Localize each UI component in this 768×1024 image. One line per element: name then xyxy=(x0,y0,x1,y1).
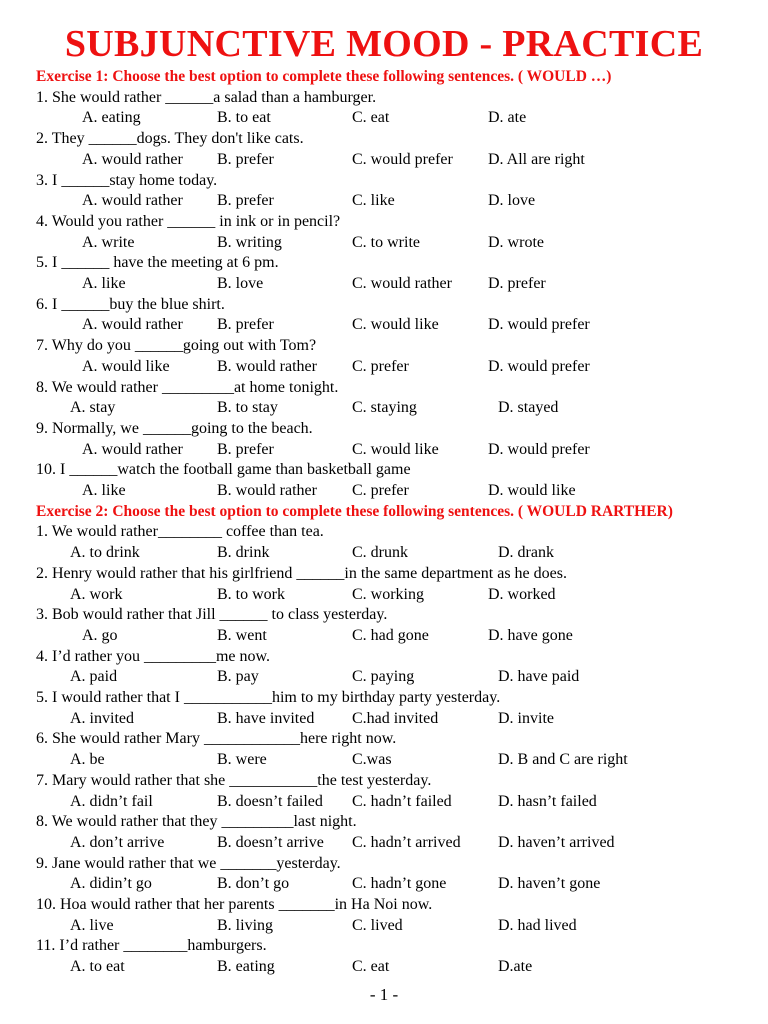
answer-options-row xyxy=(0,192,768,212)
question-text: 6. She would rather Mary ____________here right now. xyxy=(36,730,397,748)
answer-option: A. would rather xyxy=(82,192,183,210)
answer-option: D. would prefer xyxy=(488,316,590,334)
answer-option: A. like xyxy=(82,275,126,292)
question-text: 7. Why do you ______going out with Tom? xyxy=(36,337,317,355)
answer-option: C. eat xyxy=(352,958,390,976)
question-text: 5. I would rather that I ___________him to my birthday party yesterday. xyxy=(36,689,501,706)
answer-options-row xyxy=(0,109,768,129)
answer-option: B. eating xyxy=(217,958,275,976)
answer-option: D. would like xyxy=(488,482,576,499)
answer-options-row xyxy=(0,399,768,419)
answer-option: D. would prefer xyxy=(488,440,590,458)
answer-option: C. had gone xyxy=(352,626,429,644)
answer-options-row xyxy=(0,316,768,336)
answer-option: B. don’t go xyxy=(217,875,290,893)
answer-option: D. have paid xyxy=(498,668,580,686)
answer-option: C. working xyxy=(352,585,424,603)
page-number: - 1 - xyxy=(369,985,399,1004)
answer-options-row xyxy=(0,234,768,254)
answer-options-row xyxy=(0,544,768,564)
answer-options-row xyxy=(0,751,768,771)
answer-option: D. prefer xyxy=(488,275,546,292)
answer-option: B. to stay xyxy=(217,399,278,417)
answer-option: A. would rather xyxy=(82,316,183,334)
answer-option: A. be xyxy=(70,751,105,769)
answer-option: C. would prefer xyxy=(352,150,453,168)
answer-options-row xyxy=(0,275,768,295)
answer-option: D. invite xyxy=(498,709,554,727)
answer-option: B. prefer xyxy=(217,192,274,210)
question-text: 1. She would rather ______a salad than a hamburger. xyxy=(36,88,377,106)
question-text: 1. We would rather________ coffee than tea. xyxy=(36,523,324,541)
answer-option: A. would rather xyxy=(82,150,183,168)
answer-option: D. All are right xyxy=(488,150,585,168)
exercise-heading: Exercise 1: Choose the best option to complete these following sentences. ( WOULD …) xyxy=(36,68,612,85)
question-text: 2. They ______dogs. They don't like cats. xyxy=(36,130,304,148)
answer-option: D. hasn’t failed xyxy=(498,792,597,810)
answer-option: A. eating xyxy=(82,109,141,127)
answer-options-row xyxy=(0,627,768,647)
question-text: 8. We would rather that they _________last night. xyxy=(36,813,357,831)
answer-option: D. have gone xyxy=(488,626,573,644)
answer-option: D.ate xyxy=(498,958,533,976)
answer-option: C. would rather xyxy=(352,275,452,292)
answer-option: B. prefer xyxy=(217,150,274,168)
answer-option: A. would rather xyxy=(82,440,183,458)
answer-option: B. have invited xyxy=(217,709,315,727)
question-text: 6. I ______buy the blue shirt. xyxy=(36,295,225,313)
answer-option: C. would like xyxy=(352,316,439,334)
answer-option: C. would like xyxy=(352,440,439,458)
answer-option: D. stayed xyxy=(498,399,559,417)
answer-options-row xyxy=(0,482,768,502)
answer-option: B. doesn’t failed xyxy=(217,792,323,810)
answer-option: C. hadn’t gone xyxy=(352,875,447,893)
answer-options-row xyxy=(0,834,768,854)
question-text: 9. Jane would rather that we _______yesterday. xyxy=(36,854,341,872)
answer-option: D. worked xyxy=(488,585,556,603)
answer-option: D. love xyxy=(488,192,536,210)
answer-option: C. hadn’t failed xyxy=(352,792,452,810)
answer-option: A. didn’t fail xyxy=(70,792,153,810)
answer-options-row xyxy=(0,958,768,978)
answer-option: B. prefer xyxy=(217,440,274,458)
answer-option: A. don’t arrive xyxy=(70,833,165,851)
question-text: 3. I ______stay home today. xyxy=(36,171,218,189)
question-text: 2. Henry would rather that his girlfriend ______in the same department as he does. xyxy=(36,564,567,582)
page-title: SUBJUNCTIVE MOOD - PRACTICE xyxy=(64,23,704,65)
answer-option: A. to eat xyxy=(70,958,125,976)
answer-option: A. didin’t go xyxy=(70,875,152,893)
exercise-heading: Exercise 2: Choose the best option to complete these following sentences. ( WOULD RARTHER) xyxy=(36,502,673,520)
answer-option: B. to eat xyxy=(217,109,271,127)
answer-options-row xyxy=(0,586,768,606)
answer-option: C. prefer xyxy=(352,482,409,499)
answer-option: B. prefer xyxy=(217,316,274,334)
answer-option: B. would rather xyxy=(217,357,317,375)
answer-option: D. had lived xyxy=(498,916,577,934)
answer-options-row xyxy=(0,875,768,895)
answer-option: A. paid xyxy=(70,668,118,686)
question-text: 10. I ______watch the football game than basketball game xyxy=(36,461,411,479)
answer-option: A. write xyxy=(82,233,135,251)
answer-option: B. love xyxy=(217,275,264,292)
answer-option: B. living xyxy=(217,916,274,934)
question-text: 11. I’d rather ________hamburgers. xyxy=(36,937,267,955)
answer-option: B. writing xyxy=(217,233,282,251)
answer-option: B. went xyxy=(217,626,267,644)
answer-option: D. would prefer xyxy=(488,357,590,375)
answer-options-row xyxy=(0,917,768,937)
answer-options-row xyxy=(0,668,768,688)
answer-option: B. pay xyxy=(217,668,259,686)
answer-option: A. live xyxy=(70,916,114,934)
answer-option: C. lived xyxy=(352,916,403,934)
answer-option: C.had invited xyxy=(352,709,439,727)
answer-option: A. work xyxy=(70,585,123,603)
answer-option: A. like xyxy=(82,482,126,499)
answer-option: B. were xyxy=(217,751,267,769)
answer-option: C. drunk xyxy=(352,544,408,562)
answer-option: D. drank xyxy=(498,544,554,562)
answer-options-row xyxy=(0,441,768,461)
answer-option: C. hadn’t arrived xyxy=(352,833,461,851)
answer-option: B. doesn’t arrive xyxy=(217,833,324,851)
answer-option: D. ate xyxy=(488,109,527,127)
answer-option: D. haven’t gone xyxy=(498,875,601,893)
answer-option: B. to work xyxy=(217,585,285,603)
answer-option: C. prefer xyxy=(352,357,409,375)
answer-option: B. would rather xyxy=(217,482,317,499)
answer-option: D. wrote xyxy=(488,233,544,251)
answer-option: A. invited xyxy=(70,709,134,727)
answer-option: C. like xyxy=(352,192,395,210)
question-text: 7. Mary would rather that she ___________the test yesterday. xyxy=(36,771,432,789)
answer-option: C. staying xyxy=(352,399,417,417)
answer-options-row xyxy=(0,151,768,171)
answer-option: C. paying xyxy=(352,668,415,686)
answer-option: D. haven’t arrived xyxy=(498,833,615,851)
answer-option: A. to drink xyxy=(70,544,140,562)
answer-option: C. to write xyxy=(352,233,420,251)
question-text: 4. I’d rather you _________me now. xyxy=(36,647,271,665)
answer-option: D. B and C are right xyxy=(498,751,628,769)
question-text: 4. Would you rather ______ in ink or in pencil? xyxy=(36,212,341,230)
answer-option: C.was xyxy=(352,751,392,769)
answer-option: B. drink xyxy=(217,544,270,562)
answer-option: A. go xyxy=(82,626,118,644)
answer-options-row xyxy=(0,358,768,378)
question-text: 8. We would rather _________at home tonight. xyxy=(36,378,339,396)
answer-option: A. would like xyxy=(82,357,170,375)
question-text: 10. Hoa would rather that her parents _______in Ha Noi now. xyxy=(36,896,433,913)
answer-options-row xyxy=(0,710,768,730)
answer-options-row xyxy=(0,793,768,813)
answer-option: C. eat xyxy=(352,109,390,127)
answer-option: A. stay xyxy=(70,399,116,417)
question-text: 5. I ______ have the meeting at 6 pm. xyxy=(36,254,279,272)
question-text: 3. Bob would rather that Jill ______ to class yesterday. xyxy=(36,606,388,624)
question-text: 9. Normally, we ______going to the beach. xyxy=(36,419,313,437)
